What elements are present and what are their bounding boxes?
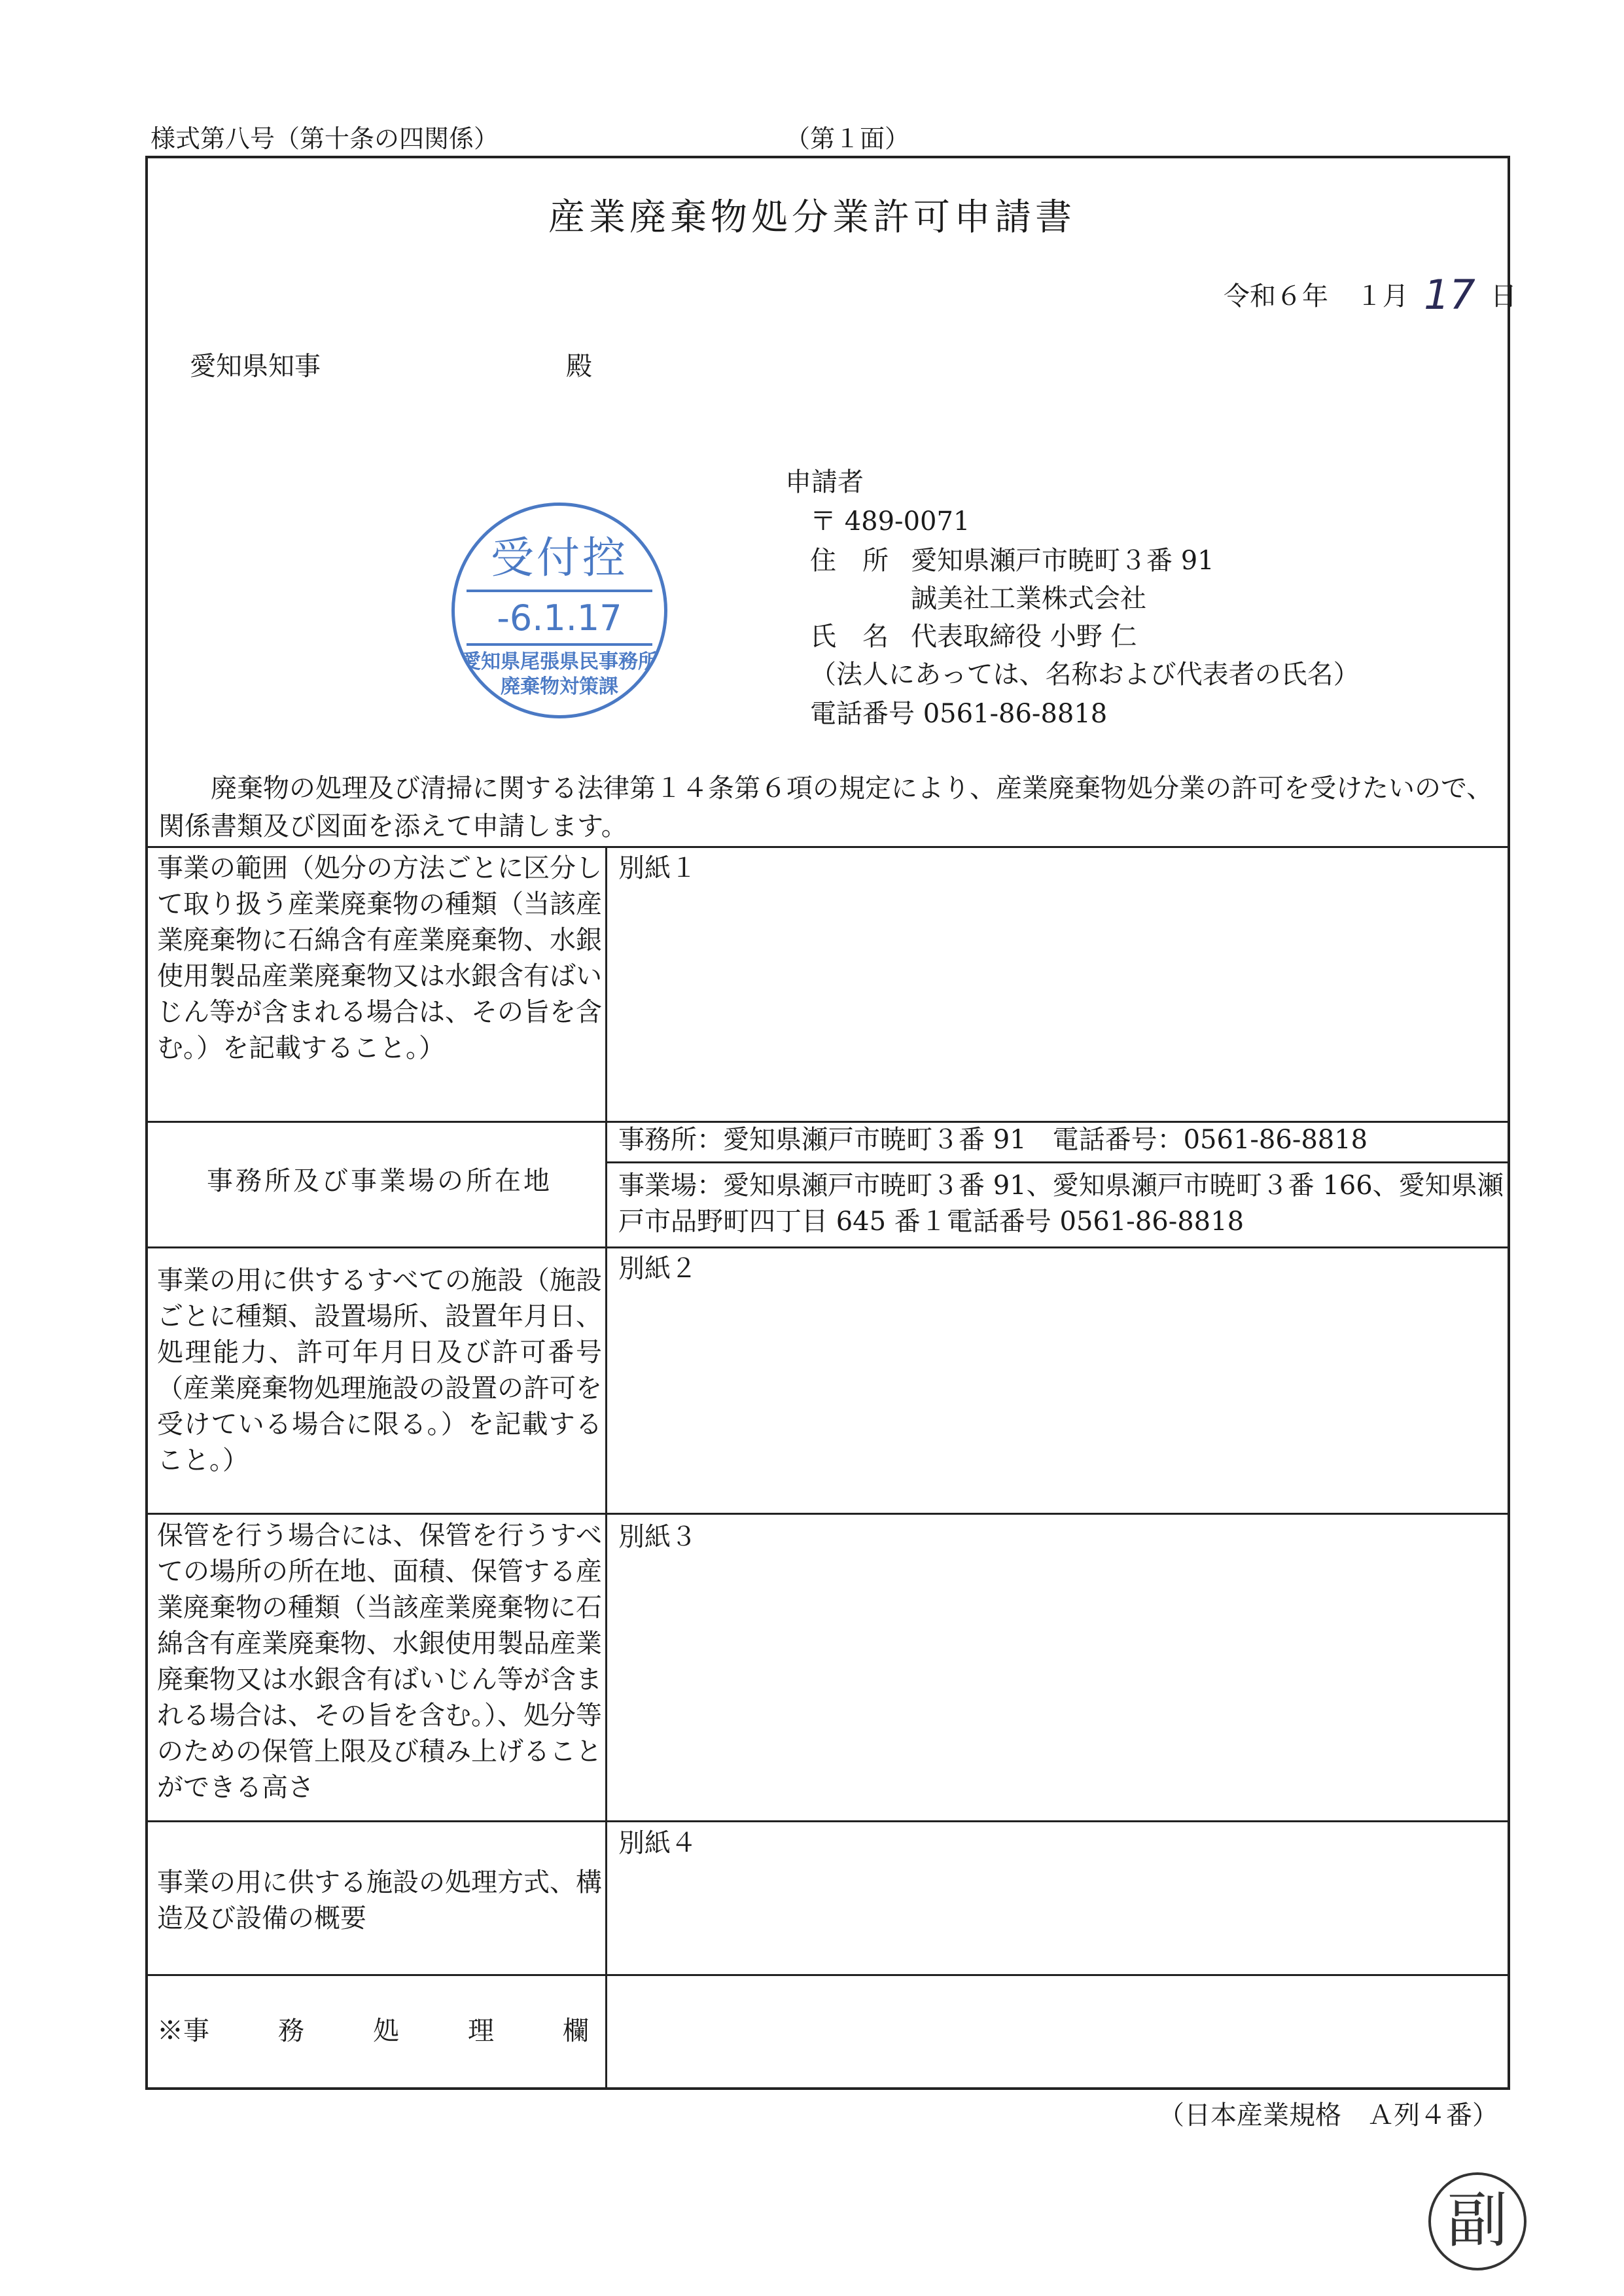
row-divider-location-inner — [605, 1161, 1510, 1163]
office-use-char-1: ※事 — [157, 2016, 209, 2046]
row-divider-3 — [145, 1513, 1510, 1515]
stamp-office: 愛知県尾張県民事務所 — [461, 650, 658, 673]
row-divider-5 — [145, 1974, 1510, 1976]
office-use-label — [157, 2013, 589, 2049]
table-top-border — [145, 846, 1510, 848]
date-era-year: 令和６年 — [1224, 281, 1328, 311]
facilities-value: 別紙２ — [618, 1254, 697, 1284]
processing-label: 事業の用に供する施設の処理方式、構造及び設備の概要 — [157, 1867, 602, 1934]
applicant-label: 申請者 — [785, 467, 864, 497]
date-month: １月 — [1356, 281, 1409, 311]
row-divider-2 — [145, 1246, 1510, 1248]
page-label: （第１面） — [785, 124, 910, 153]
application-date — [1224, 271, 1517, 319]
applicant-phone: 電話番号 0561-86-8818 — [810, 699, 1108, 729]
purpose-text: 廃棄物の処理及び清掃に関する法律第１４条第６項の規定により、産業廃棄物処分業の許可を受けたいので、関係書類及び図面を添えて申請します。 — [158, 773, 1493, 841]
stamp-received-text: 受付控 — [491, 533, 628, 583]
copy-seal: 副 — [1428, 2172, 1527, 2270]
received-stamp — [451, 503, 667, 718]
purpose-statement — [158, 769, 1493, 845]
date-day-suffix: 日 — [1491, 281, 1517, 311]
office-use-char-5: 欄 — [563, 2016, 589, 2046]
applicant-address: 愛知県瀬戸市暁町３番 91 — [911, 546, 1214, 576]
stamp-divider-bottom — [467, 643, 652, 646]
applicant-postal: 〒 489-0071 — [810, 506, 970, 537]
office-use-char-3: 処 — [373, 2016, 399, 2046]
applicant-company: 誠美社工業株式会社 — [911, 584, 1146, 614]
form-title: 産業廃棄物処分業許可申請書 — [548, 196, 1076, 239]
scope-value: 別紙１ — [618, 853, 697, 883]
stamp-divider-top — [467, 590, 652, 592]
storage-value: 別紙３ — [618, 1522, 697, 1552]
addressee-suffix: 殿 — [566, 351, 592, 381]
processing-value: 別紙４ — [618, 1828, 697, 1858]
form-number: 様式第八号（第十条の四関係） — [150, 124, 499, 153]
applicant-name-label: 氏 名 — [810, 622, 889, 652]
office-use-char-4: 理 — [468, 2016, 494, 2046]
applicant-corp-note: （法人にあっては、名称および代表者の氏名） — [810, 660, 1360, 690]
office-use-char-2: 務 — [278, 2016, 304, 2046]
scope-label: 事業の範囲（処分の方法ごとに区分して取り扱う産業廃棄物の種類（当該産業廃棄物に石綿含有産業廃棄物、水銀使用製品産業廃棄物又は水銀含有ばいじん等が含まれる場合は、その旨を含む。）を記載すること。） — [157, 853, 602, 1063]
date-day: 17 — [1423, 271, 1475, 319]
stamp-department: 廃棄物対策課 — [501, 675, 618, 698]
storage-label: 保管を行う場合には、保管を行うすべての場所の所在地、面積、保管する産業廃棄物の種類（当該産業廃棄物に石綿含有産業廃棄物、水銀使用製品産業廃棄物又は水銀含有ばいじん等が含まれる場合は、その旨を含む。）、処分等のための保管上限及び積み上げることができる高さ — [157, 1521, 602, 1803]
stamp-date: -6.1.17 — [497, 597, 622, 639]
row-divider-4 — [145, 1820, 1510, 1822]
table-column-divider — [605, 846, 607, 2090]
location-office: 事務所：愛知県瀬戸市暁町３番 91 電話番号：0561-86-8818 — [618, 1125, 1368, 1155]
addressee-name: 愛知県知事 — [190, 351, 321, 381]
location-site: 事業場：愛知県瀬戸市暁町３番 91、愛知県瀬戸市暁町３番 166、愛知県瀬戸市品野町四丁目 645 番１電話番号 0561-86-8818 — [618, 1171, 1504, 1237]
location-label: 事務所及び事業場の所在地 — [207, 1166, 552, 1196]
paper-size-note: （日本産業規格 Ａ列４番） — [1158, 2100, 1498, 2130]
applicant-name: 代表取締役 小野 仁 — [911, 622, 1137, 652]
facilities-label: 事業の用に供するすべての施設（施設ごとに種類、設置場所、設置年月日、処理能力、許可年月日及び許可番号（産業廃棄物処理施設の設置の許可を受けている場合に限る。）を記載すること。） — [157, 1265, 602, 1475]
applicant-address-label: 住 所 — [810, 546, 889, 576]
